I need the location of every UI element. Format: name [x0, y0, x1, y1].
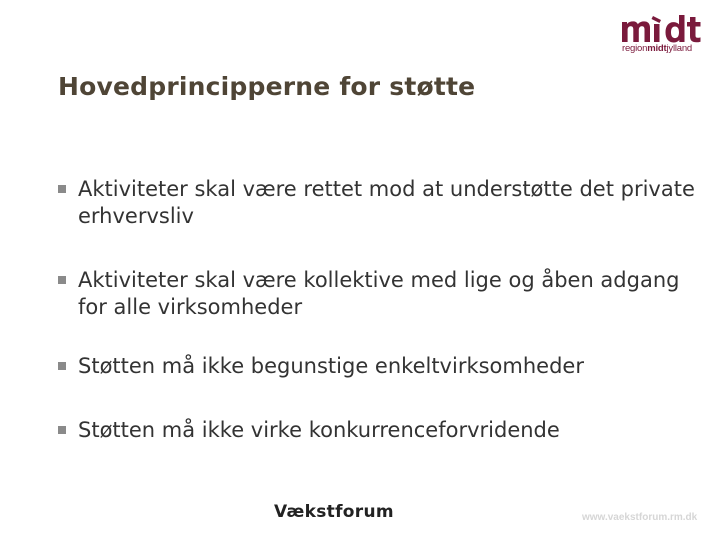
logo-sub-jylland: jylland — [666, 43, 693, 54]
slide-title: Hovedprincipperne for støtte — [58, 72, 476, 101]
bullet-list — [58, 176, 698, 481]
bullet-item — [58, 176, 698, 230]
footer-url: www.vaekstforum.rm.dk — [582, 512, 698, 523]
logo-sub-midt: midt — [647, 43, 667, 54]
logo-sub-region: region — [622, 43, 648, 54]
midt-logo-mark — [620, 14, 712, 44]
bullet-text: Aktiviteter skal være rettet mod at understøtte det private erhvervsliv — [78, 177, 695, 228]
square-bullet-icon — [58, 276, 66, 284]
square-bullet-icon — [58, 362, 66, 370]
bullet-text: Støtten må ikke virke konkurrenceforvridende — [78, 418, 560, 442]
bullet-text: Støtten må ikke begunstige enkeltvirksomheder — [78, 354, 584, 378]
bullet-item — [58, 353, 698, 380]
bullet-text: Aktiviteter skal være kollektive med lige og åben adgang for alle virksomheder — [78, 268, 680, 319]
bullet-item — [58, 267, 698, 321]
square-bullet-icon — [58, 426, 66, 434]
bullet-item — [58, 417, 698, 444]
region-midtjylland-logo — [620, 14, 712, 58]
footer-brand: Vækstforum — [274, 502, 394, 522]
logo-wordmark — [622, 43, 712, 54]
square-bullet-icon — [58, 185, 66, 193]
